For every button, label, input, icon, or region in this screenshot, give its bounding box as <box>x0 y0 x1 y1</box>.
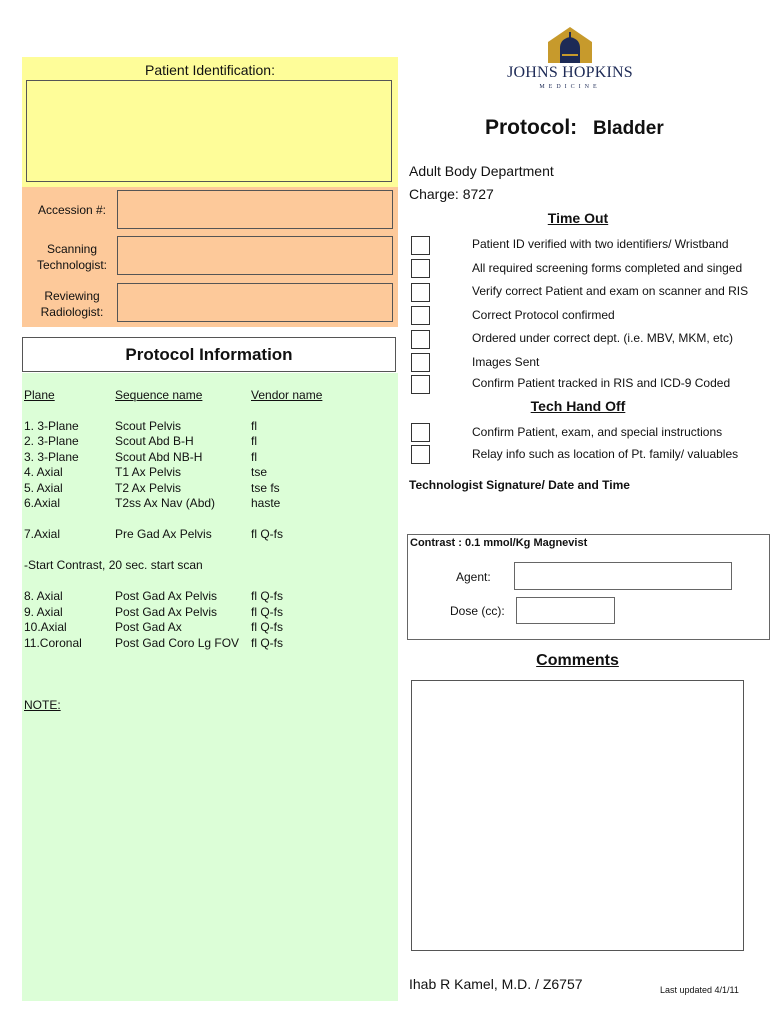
row-10-plane: 10.Axial <box>24 620 67 634</box>
checkbox-patient-id[interactable] <box>411 236 430 255</box>
checkbox-images-sent[interactable] <box>411 353 430 372</box>
technologist-signature-label: Technologist Signature/ Date and Time <box>409 478 630 492</box>
checkbox-correct-dept[interactable] <box>411 330 430 349</box>
row-5-sequence: T2 Ax Pelvis <box>115 481 182 495</box>
agent-label: Agent: <box>456 570 491 584</box>
charge-label: Charge: 8727 <box>409 186 494 202</box>
comments-field[interactable] <box>411 680 744 951</box>
row-6-plane: 6.Axial <box>24 496 61 510</box>
row-4-sequence: T1 Ax Pelvis <box>115 465 182 479</box>
checkbox-confirm-patient[interactable] <box>411 423 430 442</box>
checkbox-verify-patient[interactable] <box>411 283 430 302</box>
comments-title: Comments <box>536 652 619 669</box>
row-7-vendor: fl Q-fs <box>251 527 283 541</box>
row-1-vendor: fl <box>251 419 257 433</box>
contrast-start-note: -Start Contrast, 20 sec. start scan <box>24 558 203 572</box>
tech-hand-off-title: Tech Hand Off <box>530 398 626 414</box>
row-6-sequence: T2ss Ax Nav (Abd) <box>115 496 216 510</box>
sequence-header: Sequence name <box>115 388 203 402</box>
note-label: NOTE: <box>24 698 61 712</box>
row-5-plane: 5. Axial <box>24 481 63 495</box>
row-3-plane: 3. 3-Plane <box>24 450 79 464</box>
dose-field[interactable] <box>516 597 615 624</box>
row-3-sequence: Scout Abd NB-H <box>115 450 203 464</box>
accession-field[interactable] <box>117 190 393 229</box>
patient-id-title: Patient Identification: <box>145 62 275 78</box>
dose-label: Dose (cc): <box>450 604 505 618</box>
patient-id-field[interactable] <box>26 80 392 182</box>
row-10-vendor: fl Q-fs <box>251 620 283 634</box>
plane-header: Plane <box>24 388 55 402</box>
scanning-label-line1: Scanning <box>46 242 98 256</box>
checkbox-relay-info[interactable] <box>411 445 430 464</box>
row-9-vendor: fl Q-fs <box>251 605 283 619</box>
row-8-sequence: Post Gad Ax Pelvis <box>115 589 218 603</box>
reviewing-radiologist-label <box>22 288 122 320</box>
row-7-sequence: Pre Gad Ax Pelvis <box>115 527 212 541</box>
row-3-vendor: fl <box>251 450 257 464</box>
row-1-sequence: Scout Pelvis <box>115 419 182 433</box>
checkbox-screening-forms[interactable] <box>411 259 430 278</box>
reviewing-label-line2: Radiologist: <box>40 305 104 319</box>
last-updated-label: Last updated 4/1/11 <box>660 985 739 995</box>
row-7-plane: 7.Axial <box>24 527 61 541</box>
logo-name: JOHNS HOPKINS <box>507 64 633 81</box>
row-2-vendor: fl <box>251 434 257 448</box>
johns-hopkins-logo-icon <box>545 26 595 64</box>
time-out-title: Time Out <box>547 210 609 226</box>
time-out-item-5: Ordered under correct dept. (i.e. MBV, MKM, etc) <box>472 331 733 345</box>
row-11-sequence: Post Gad Coro Lg FOV <box>115 636 240 650</box>
row-4-plane: 4. Axial <box>24 465 63 479</box>
reviewing-radiologist-field[interactable] <box>117 283 393 322</box>
reviewing-label-line1: Reviewing <box>44 289 100 303</box>
time-out-item-4: Correct Protocol confirmed <box>472 308 615 322</box>
hand-off-item-2: Relay info such as location of Pt. family/ valuables <box>472 447 739 461</box>
row-2-plane: 2. 3-Plane <box>24 434 79 448</box>
time-out-item-1: Patient ID verified with two identifiers/ Wristband <box>472 237 729 251</box>
row-8-plane: 8. Axial <box>24 589 63 603</box>
protocol-information-title: Protocol Information <box>22 337 396 372</box>
author-label: Ihab R Kamel, M.D. / Z6757 <box>409 976 583 992</box>
row-11-vendor: fl Q-fs <box>251 636 283 650</box>
row-4-vendor: tse <box>251 465 268 479</box>
row-11-plane: 11.Coronal <box>24 636 82 650</box>
contrast-label: Contrast : 0.1 mmol/Kg Magnevist <box>410 537 588 549</box>
accession-label: Accession #: <box>37 203 107 217</box>
protocol-title-prefix: Protocol: <box>485 116 578 139</box>
row-9-sequence: Post Gad Ax Pelvis <box>115 605 218 619</box>
row-9-plane: 9. Axial <box>24 605 63 619</box>
vendor-header: Vendor name <box>251 388 323 402</box>
scanning-technologist-label <box>22 241 122 273</box>
logo-subtitle: MEDICINE <box>539 84 601 90</box>
row-5-vendor: tse fs <box>251 481 280 495</box>
protocol-title-name: Bladder <box>593 118 664 139</box>
time-out-item-2: All required screening forms completed and singed <box>472 261 743 275</box>
row-8-vendor: fl Q-fs <box>251 589 283 603</box>
row-1-plane: 1. 3-Plane <box>24 419 79 433</box>
scanning-technologist-field[interactable] <box>117 236 393 275</box>
time-out-item-3: Verify correct Patient and exam on scanner and RIS <box>472 284 749 298</box>
row-2-sequence: Scout Abd B-H <box>115 434 194 448</box>
checkbox-ris-tracked[interactable] <box>411 375 430 394</box>
time-out-item-7: Confirm Patient tracked in RIS and ICD-9 Coded <box>472 376 731 390</box>
hand-off-item-1: Confirm Patient, exam, and special instructions <box>472 425 723 439</box>
scanning-label-line2: Technologist: <box>36 258 108 272</box>
row-6-vendor: haste <box>251 496 281 510</box>
department-label: Adult Body Department <box>409 163 554 179</box>
checkbox-correct-protocol[interactable] <box>411 306 430 325</box>
agent-field[interactable] <box>514 562 732 590</box>
row-10-sequence: Post Gad Ax <box>115 620 182 634</box>
time-out-item-6: Images Sent <box>472 355 540 369</box>
